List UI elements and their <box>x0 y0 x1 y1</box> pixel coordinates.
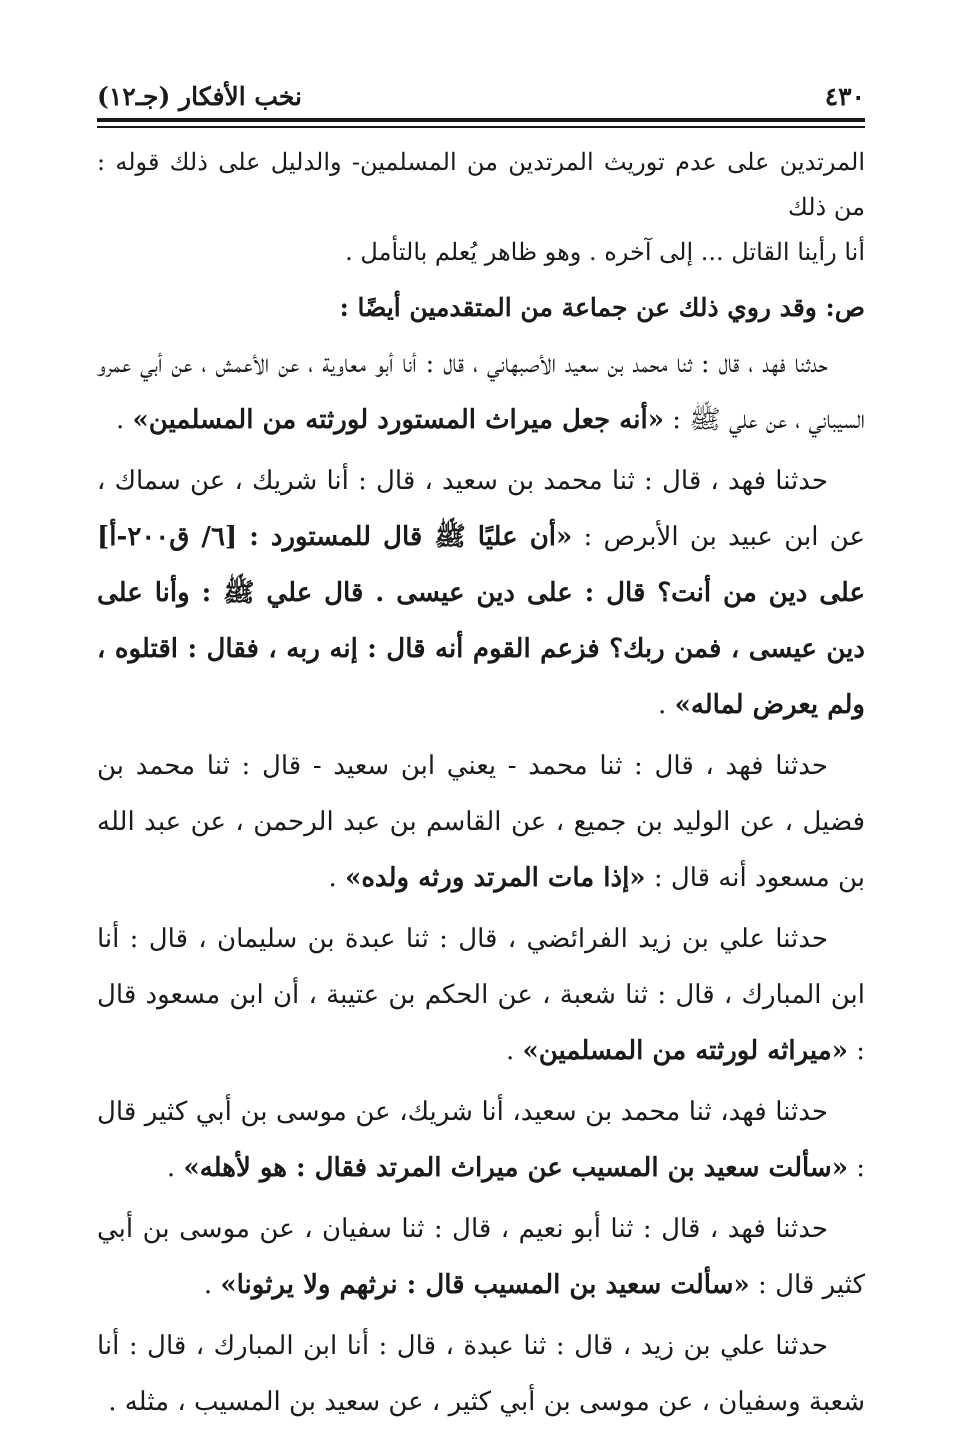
hadith-paragraph <box>97 906 865 1079</box>
hadith-isnad: حدثنا علي بن زيد ، قال : ثنا عبدة ، قال : أنا ابن المبارك ، قال : أنا شعبة وسفيان ، عن موسى بن أبي كثير ، عن سعيد بن المسيب ، مثله . <box>97 1331 865 1417</box>
hadith-quote: «أن عليًا ﷺ قال للمستورد : [٦/ ق٢٠٠-أ] على دين من أنت؟ قال : على دين عيسى . قال علي ﷺ : وأنا على دين عيسى ، فمن ربك؟ فزعم القوم أنه قال : إنه ربه ، فقال : اقتلوه ، ولم يعرض لماله» <box>97 522 865 720</box>
hadith-quote: «سألت سعيد بن المسيب عن ميراث المرتد فقال : هو لأهله» <box>183 1153 848 1183</box>
hadith-end: . <box>505 1036 523 1066</box>
hadith-paragraph <box>97 448 865 733</box>
header-rule-thick <box>97 118 865 122</box>
hadith-paragraph <box>97 331 865 448</box>
hadith-paragraph <box>97 1196 865 1313</box>
page-body <box>97 140 865 1430</box>
hadith-paragraph <box>97 1079 865 1196</box>
hadith-paragraph <box>97 733 865 906</box>
hadith-end: . <box>116 405 133 435</box>
header-rule-thin <box>97 126 865 128</box>
section-heading: ص: وقد روي ذلك عن جماعة من المتقدمين أيضًا : <box>339 293 865 322</box>
hadith-quote: «ميراثه لورثته من المسلمين» <box>522 1036 848 1066</box>
hadith-isnad: حدثنا فهد ، قال : ثنا محمد بن سعيد الأصبهاني ، قال : أنا أبو معاوية ، عن الأعمش ، عن أبي عمرو السيباني ، عن علي ﷺ : <box>97 349 865 435</box>
hadith-isnad: حدثنا فهد ، قال : ثنا أبو نعيم ، قال : ثنا سفيان ، عن موسى بن أبي كثير قال : <box>97 1214 865 1300</box>
hadith-isnad: حدثنا فهد ، قال : ثنا محمد بن سعيد ، قال : أنا شريك ، عن سماك ، عن ابن عبيد بن الأبرص : <box>97 466 865 552</box>
intro-line: أنا رأينا القاتل ... إلى آخره . وهو ظاهر يُعلم بالتأمل . <box>345 238 865 266</box>
intro-text <box>97 140 865 275</box>
hadith-quote: «سألت سعيد بن المسيب قال : نرثهم ولا يرثونا» <box>220 1270 750 1300</box>
hadith-paragraph <box>97 1313 865 1430</box>
page-number: ٤٣٠ <box>824 81 865 111</box>
intro-line: المرتدين على عدم توريث المرتدين من المسلمين- والدليل على ذلك قوله : من ذلك <box>97 148 865 221</box>
book-title: نخب الأفكار (جـ١٢) <box>97 81 303 111</box>
hadith-isnad: حدثنا فهد، ثنا محمد بن سعيد، أنا شريك، عن موسى بن أبي كثير قال : <box>97 1097 865 1183</box>
hadith-quote: «أنه جعل ميراث المستورد لورثته من المسلمين» <box>132 405 664 435</box>
hadith-end: . <box>166 1153 184 1183</box>
hadith-isnad: حدثنا علي بن زيد الفرائضي ، قال : ثنا عبدة بن سليمان ، قال : أنا ابن المبارك ، قال : ثنا شعبة ، عن الحكم بن عتيبة ، أن ابن مسعود قال : <box>97 924 865 1066</box>
hadith-end: . <box>203 1270 221 1300</box>
hadith-end: . <box>328 863 346 893</box>
hadith-isnad: حدثنا فهد ، قال : ثنا محمد - يعني ابن سعيد - قال : ثنا محمد بن فضيل ، عن الوليد بن جميع ، عن القاسم بن عبد الرحمن ، عن عبد الله بن مسعود أنه قال : <box>97 751 865 893</box>
running-header <box>97 76 865 116</box>
hadith-quote: «إذا مات المرتد ورثه ولده» <box>345 863 646 893</box>
hadith-end: . <box>658 690 675 720</box>
